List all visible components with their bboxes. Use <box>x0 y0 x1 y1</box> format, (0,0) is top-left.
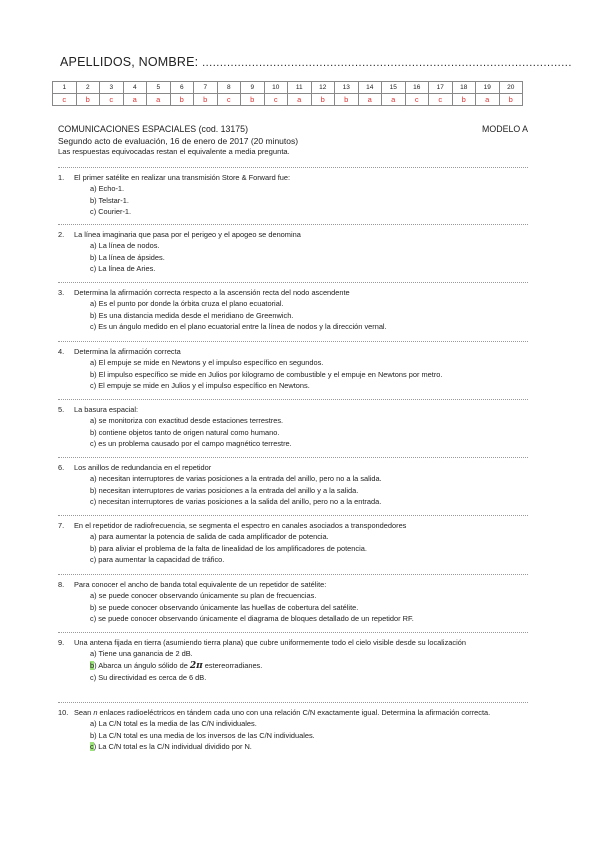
question-separator <box>58 702 528 703</box>
two-pi-symbol: 2π <box>189 660 203 671</box>
question-separator <box>58 224 528 225</box>
question-4 <box>58 346 528 392</box>
key-answer: c <box>100 94 124 106</box>
question-separator <box>58 167 528 168</box>
key-num: 13 <box>335 82 359 94</box>
option-b: b) El impulso específico se mide en Julios por kilogramo de combustible y el empuje en Newtons por metro. <box>90 369 443 379</box>
key-num: 11 <box>288 82 312 94</box>
question-2 <box>58 229 528 275</box>
key-answer: c <box>264 94 288 106</box>
key-num: 16 <box>405 82 429 94</box>
option-c: c) La línea de Aries. <box>90 264 156 274</box>
key-num: 18 <box>452 82 476 94</box>
question-text-part: Sean <box>74 708 94 717</box>
key-answer: c <box>405 94 429 106</box>
exam-title: COMUNICACIONES ESPACIALES (cod. 13175) <box>58 124 249 134</box>
answer-highlight: b <box>90 660 95 670</box>
option-text: estereorradianes. <box>202 660 263 670</box>
option-c: c) Courier-1. <box>90 207 132 217</box>
question-text: La línea imaginaria que pasa por el perigeo y el apogeo se denomina <box>74 230 301 239</box>
key-num: 19 <box>476 82 500 94</box>
question-separator <box>58 399 528 400</box>
question-separator <box>58 632 528 633</box>
question-10 <box>58 707 528 753</box>
question-number: 6. <box>58 463 65 472</box>
key-answer: a <box>358 94 382 106</box>
option-text: ) La C/N total es la C/N individual dividido por N. <box>93 742 252 752</box>
option-a: a) se puede conocer observando únicamente su plan de frecuencias. <box>90 591 317 601</box>
question-number: 1. <box>58 173 65 182</box>
exam-subtitle: Segundo acto de evaluación, 16 de enero de 2017 (20 minutos) <box>58 136 299 146</box>
option-b-highlighted <box>58 660 528 672</box>
key-num: 6 <box>170 82 194 94</box>
key-answer: b <box>499 94 523 106</box>
question-6 <box>58 462 528 508</box>
exam-model: MODELO A <box>482 124 528 134</box>
option-a: a) Echo-1. <box>90 184 125 194</box>
option-c-highlighted <box>58 741 528 752</box>
question-separator <box>58 515 528 516</box>
key-answer: c <box>217 94 241 106</box>
option-a: a) El empuje se mide en Newtons y el impulso específico en segundos. <box>90 358 324 368</box>
key-num: 1 <box>53 82 77 94</box>
key-num: 20 <box>499 82 523 94</box>
question-8 <box>58 579 528 625</box>
option-c: c) necesitan interruptores de varias posiciones a la salida del anillo, pero no a la entrada. <box>90 497 382 507</box>
option-b: b) para aliviar el problema de la falta de linealidad de los amplificadores de potencia. <box>90 543 367 553</box>
key-answer: a <box>288 94 312 106</box>
question-separator <box>58 574 528 575</box>
key-answer: c <box>53 94 77 106</box>
question-text: La basura espacial: <box>74 405 139 414</box>
key-num: 7 <box>194 82 218 94</box>
answer-highlight: c <box>90 742 94 752</box>
question-number: 5. <box>58 405 65 414</box>
key-answer: b <box>194 94 218 106</box>
question-number: 10. <box>58 708 69 717</box>
option-b: b) La C/N total es una media de los inversos de las C/N individuales. <box>90 730 315 740</box>
option-c: c) Su directividad es cerca de 6 dB. <box>90 673 207 683</box>
question-text: En el repetidor de radiofrecuencia, se segmenta el espectro en canales asociados a transpondedores <box>74 521 407 530</box>
question-text: El primer satélite en realizar una transmisión Store & Forward fue: <box>74 173 291 182</box>
question-1 <box>58 172 528 218</box>
key-answer: a <box>147 94 171 106</box>
key-num: 14 <box>358 82 382 94</box>
question-text: Determina la afirmación correcta <box>74 347 181 356</box>
key-num: 17 <box>429 82 453 94</box>
question-7 <box>58 520 528 566</box>
question-number: 2. <box>58 230 65 239</box>
key-num: 2 <box>76 82 100 94</box>
question-9 <box>58 637 528 684</box>
name-label: APELLIDOS, NOMBRE: <box>60 55 199 69</box>
option-c: c) Es un ángulo medido en el plano ecuatorial entre la línea de nodos y la dirección vernal. <box>90 322 387 332</box>
name-line <box>60 55 572 69</box>
key-num: 10 <box>264 82 288 94</box>
question-number: 3. <box>58 288 65 297</box>
option-a: a) necesitan interruptores de varias posiciones a la entrada del anillo, pero no a la salida. <box>90 474 382 484</box>
question-text-part: enlaces radioeléctricos en tándem cada uno con una relación C/N exactamente igual. Determina la afirmación correcta. <box>97 708 491 717</box>
question-separator <box>58 457 528 458</box>
question-text: Una antena fijada en tierra (asumiendo tierra plana) que cubre uniformemente todo el cielo visible desde su localización <box>74 638 466 647</box>
question-text <box>74 707 528 718</box>
answer-key-table <box>52 81 523 106</box>
option-a: a) La línea de nodos. <box>90 241 160 251</box>
option-b: b) contiene objetos tanto de origen natural como humano. <box>90 427 280 437</box>
question-number: 7. <box>58 521 65 530</box>
key-answer: b <box>76 94 100 106</box>
question-text: Determina la afirmación correcta respecto a la ascensión recta del nodo ascendente <box>74 288 350 297</box>
option-a: a) se monitoriza con exactitud desde estaciones terrestres. <box>90 416 284 426</box>
question-text: Para conocer el ancho de banda total equivalente de un repetidor de satélite: <box>74 580 327 589</box>
option-text: ) Abarca un ángulo sólido de <box>94 660 190 670</box>
option-a: a) para aumentar la potencia de salida de cada amplificador de potencia. <box>90 532 329 542</box>
option-a: a) Tiene una ganancia de 2 dB. <box>90 649 193 659</box>
option-b: b) se puede conocer observando únicamente las huellas de cobertura del satélite. <box>90 602 359 612</box>
option-c: c) para aumentar la capacidad de tráfico. <box>90 555 225 565</box>
key-answer: b <box>311 94 335 106</box>
question-separator <box>58 282 528 283</box>
key-answer: b <box>335 94 359 106</box>
name-dots: ........................................................................................................ <box>202 57 572 69</box>
key-answer: c <box>429 94 453 106</box>
key-num: 12 <box>311 82 335 94</box>
key-answer: a <box>382 94 406 106</box>
key-num: 5 <box>147 82 171 94</box>
question-text: Los anillos de redundancia en el repetidor <box>74 463 212 472</box>
option-a: a) La C/N total es la media de las C/N individuales. <box>90 719 257 729</box>
key-num: 4 <box>123 82 147 94</box>
key-answer: a <box>476 94 500 106</box>
answer-key-answers-row <box>53 94 523 106</box>
key-answer: b <box>241 94 265 106</box>
key-num: 15 <box>382 82 406 94</box>
option-c: c) se puede conocer observando únicamente el diagrama de bloques detallado de un repetidor RF. <box>90 614 414 624</box>
question-separator <box>58 341 528 342</box>
answer-key-numbers-row <box>53 82 523 94</box>
exam-header <box>58 124 528 156</box>
key-answer: b <box>452 94 476 106</box>
key-answer: a <box>123 94 147 106</box>
question-3 <box>58 287 528 333</box>
exam-note: Las respuestas equivocadas restan el equivalente a media pregunta. <box>58 147 290 156</box>
question-number: 8. <box>58 580 65 589</box>
key-answer: b <box>170 94 194 106</box>
option-b: b) necesitan interruptores de varias posiciones a la entrada del anillo y a la salida. <box>90 485 359 495</box>
question-5 <box>58 404 528 450</box>
option-b: b) Telstar-1. <box>90 195 129 205</box>
option-c: c) es un problema causado por el campo magnético terrestre. <box>90 439 292 449</box>
question-number: 9. <box>58 638 65 647</box>
option-b: b) La línea de ápsides. <box>90 252 165 262</box>
key-num: 8 <box>217 82 241 94</box>
key-num: 3 <box>100 82 124 94</box>
option-a: a) Es el punto por donde la órbita cruza el plano ecuatorial. <box>90 299 284 309</box>
n-variable: n <box>93 708 98 717</box>
key-num: 9 <box>241 82 265 94</box>
question-number: 4. <box>58 347 65 356</box>
option-b: b) Es una distancia medida desde el meridiano de Greenwich. <box>90 310 294 320</box>
option-c: c) El empuje se mide en Julios y el impulso específico en Newtons. <box>90 381 310 391</box>
